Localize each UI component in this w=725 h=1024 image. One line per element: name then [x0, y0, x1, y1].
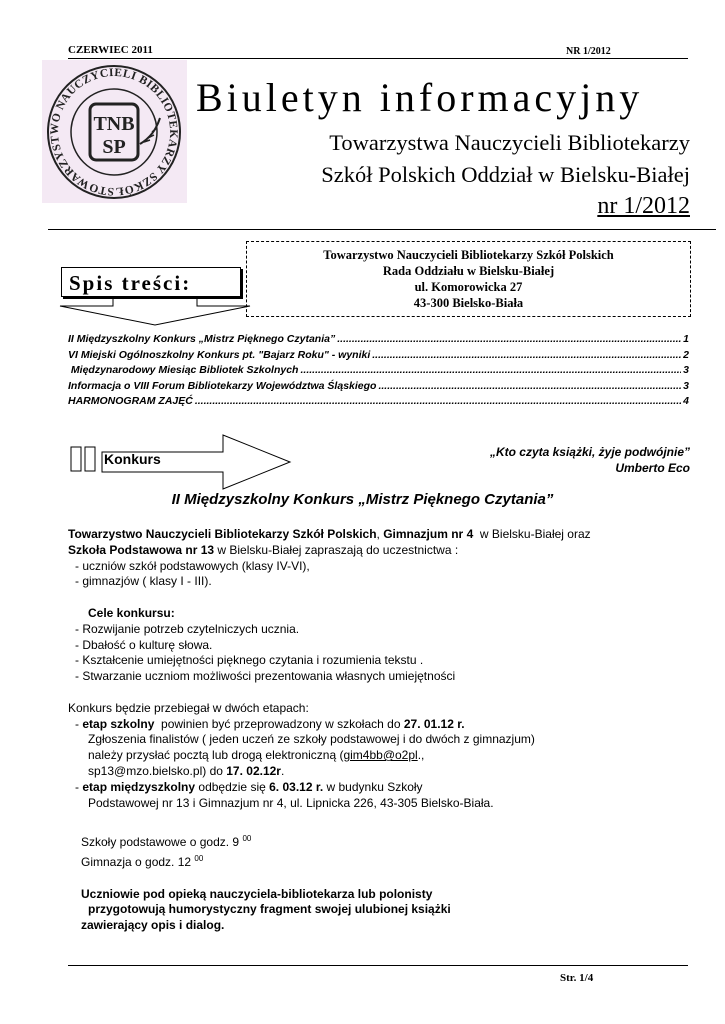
top-divider	[68, 58, 688, 59]
address-line-1: Towarzystwo Nauczycieli Bibliotekarzy Szkół Polskich	[323, 248, 614, 262]
toc-dot-leader	[300, 364, 681, 376]
closing-line-1	[68, 887, 708, 903]
closing-line-3-text: zawierający opis i dialog.	[81, 918, 225, 933]
stage-2-text-2: w budynku Szkoły	[323, 779, 423, 794]
toc-entry-title: Międzynarodowy Miesiąc Bibliotek Szkolnych	[68, 364, 299, 376]
stage-1-label: etap szkolny	[82, 716, 155, 731]
stage-1-text: powinien być przeprowadzony w szkołach do	[154, 716, 404, 731]
audience-1: - uczniów szkół podstawowych (klasy IV-VI),	[75, 558, 310, 573]
toc-entry[interactable]	[68, 380, 689, 396]
svg-text:TNB: TNB	[93, 113, 135, 135]
intro-school-1: Gimnazjum nr 4	[383, 527, 474, 541]
issue-number: nr 1/2012	[597, 193, 690, 219]
time-primary-sup: 00	[242, 834, 252, 844]
table-of-contents	[68, 333, 689, 411]
toc-entry-title: HARMONOGRAM ZAJĘĆ	[68, 395, 193, 407]
intro-org: Towarzystwo Nauczycieli Bibliotekarzy Szkół Polskich	[68, 527, 377, 541]
quote-author: Umberto Eco	[615, 461, 690, 475]
stage-1-date: 27. 01.12 r.	[403, 716, 465, 731]
konkurs-arrow-icon	[68, 433, 293, 493]
intro-line-2	[68, 543, 708, 559]
time-gymnasium	[68, 851, 708, 871]
toc-entry-page: 3	[683, 379, 689, 392]
stage-2-line-2: Podstawowej nr 13 i Gimnazjum nr 4, ul. Lipnicka 226, 43-305 Bielsko-Biała.	[88, 795, 494, 810]
section-title: II Międzyszkolny Konkurs „Mistrz Pięknego Czytania”	[171, 491, 554, 508]
toc-entry-title: VI Miejski Ogólnoszkolny Konkurs pt. "Bajarz Roku" - wyniki	[68, 348, 371, 361]
svg-text:SP: SP	[102, 136, 126, 158]
toc-entry[interactable]	[68, 333, 689, 349]
email-link-gim4[interactable]: gim4bb@o2pl	[343, 748, 418, 763]
email-sp13[interactable]: sp13@mzo.bielsko.pl	[88, 763, 203, 778]
toc-entry[interactable]	[68, 364, 689, 380]
toc-dot-leader	[337, 333, 681, 345]
subtitle-line-1: Towarzystwa Nauczycieli Bibliotekarzy	[329, 130, 690, 155]
address-line-2: Rada Oddziału w Bielsku-Białej	[382, 264, 555, 278]
stage-1-line-3-end: .,	[417, 748, 425, 763]
stage-1-line-4-end: .	[280, 763, 285, 778]
toc-entry-page: 1	[683, 333, 689, 345]
toc-entry-page: 2	[683, 348, 689, 361]
stage-1-line-1	[68, 717, 708, 733]
article-body	[68, 527, 708, 934]
closing-line-2-text: przygotowują humorystyczny fragment swojej ulubionej książki	[88, 902, 451, 917]
time-primary	[68, 831, 708, 851]
stage-1-line-3	[68, 748, 708, 764]
intro-line-1	[68, 527, 708, 543]
stage-1-line-2: Zgłoszenia finalistów ( jeden uczeń ze szkoły podstawowej i do dwóch z gimnazjum)	[88, 732, 535, 747]
closing-line-3	[68, 918, 708, 934]
stage-1-deadline: 17. 02.12r	[226, 763, 281, 778]
toc-entry-page: 4	[683, 395, 689, 407]
goals-heading	[68, 606, 708, 622]
stage-1-line-4	[68, 764, 708, 780]
toc-entry[interactable]	[68, 395, 689, 411]
goal-1: - Rozwijanie potrzeb czytelniczych ucznia.	[75, 621, 300, 636]
bulletin-title: Biuletyn informacyjny	[196, 75, 644, 120]
header-month: CZERWIEC 2011	[68, 44, 153, 56]
stage-2-dash: -	[75, 779, 83, 794]
address-line-4: 43-300 Bielsko-Biała	[413, 296, 524, 310]
stage-2-date: 6. 03.12 r.	[269, 779, 324, 794]
closing-line-1-text: Uczniowie pod opieką nauczyciela-bibliotekarza lub polonisty	[81, 886, 433, 901]
toc-entry-title: II Międzyszkolny Konkurs „Mistrz Pięknego Czytania”	[68, 333, 336, 345]
masthead-divider	[48, 229, 716, 230]
stage-1-dash: -	[75, 716, 83, 731]
toc-dot-leader	[372, 349, 681, 361]
closing-line-2	[68, 902, 708, 918]
goal-2: - Dbałość o kulturę słowa.	[75, 637, 213, 652]
goal-3: - Kształcenie umiejętności pięknego czytania i rozumienia tekstu .	[75, 653, 424, 668]
logo-seal-icon	[42, 60, 187, 203]
stage-1-line-3-text: należy przysłać pocztą lub drogą elektroniczną (	[88, 748, 344, 763]
toc-entry[interactable]	[68, 349, 689, 365]
intro-comma: ,	[376, 527, 384, 541]
quote-text: „Kto czyta książki, żyje podwójnie”	[489, 445, 690, 459]
toc-entry-title: Informacja o VIII Forum Bibliotekarzy Województwa Śląskiego	[68, 379, 377, 392]
bottom-divider	[68, 965, 688, 966]
subtitle-line-2: Szkół Polskich Oddział w Bielsku-Białej	[321, 162, 690, 187]
address-box	[246, 241, 691, 317]
goals-heading-text: Cele konkursu:	[88, 605, 175, 620]
intro-rest-1: w Bielsku-Białej oraz	[473, 527, 591, 541]
logo-ring-text: STOWARZYSTWO NAUCZYCIELI BIBLIOTEKARZY SZKÓŁ	[48, 66, 180, 198]
intro-rest-2: w Bielsku-Białej zapraszają do uczestnictwa :	[214, 542, 459, 557]
time-primary-text: Szkoły podstawowe o godz. 9	[81, 835, 240, 850]
stage-2-label: etap międzyszkolny	[82, 779, 196, 794]
stage-2-line-1	[68, 780, 708, 796]
stage-1-line-4-mid: ) do	[202, 763, 227, 778]
toc-dot-leader	[195, 395, 681, 407]
intro-school-2: Szkoła Podstawowa nr 13	[68, 542, 215, 557]
toc-label: Spis treści:	[61, 267, 241, 297]
time-gymnasium-sup: 00	[194, 853, 204, 863]
time-gymnasium-text: Gimnazja o godz. 12	[81, 854, 192, 869]
audience-2: - gimnazjów ( klasy I - III).	[75, 574, 212, 589]
goal-4: - Stwarzanie uczniom możliwości prezentowania własnych umiejętności	[75, 669, 456, 684]
page-number: Str. 1/4	[560, 972, 594, 984]
stage-2-text: odbędzie się	[195, 779, 270, 794]
toc-entry-page: 3	[683, 364, 689, 376]
down-arrow-icon	[58, 297, 258, 327]
header-issue-number: NR 1/2012	[566, 46, 611, 57]
logo	[42, 60, 187, 203]
toc-dot-leader	[378, 380, 681, 392]
konkurs-label: Konkurs	[104, 451, 161, 467]
stages-intro: Konkurs będzie przebiegał w dwóch etapach:	[68, 700, 309, 715]
address-line-3: ul. Komorowicka 27	[414, 280, 523, 294]
